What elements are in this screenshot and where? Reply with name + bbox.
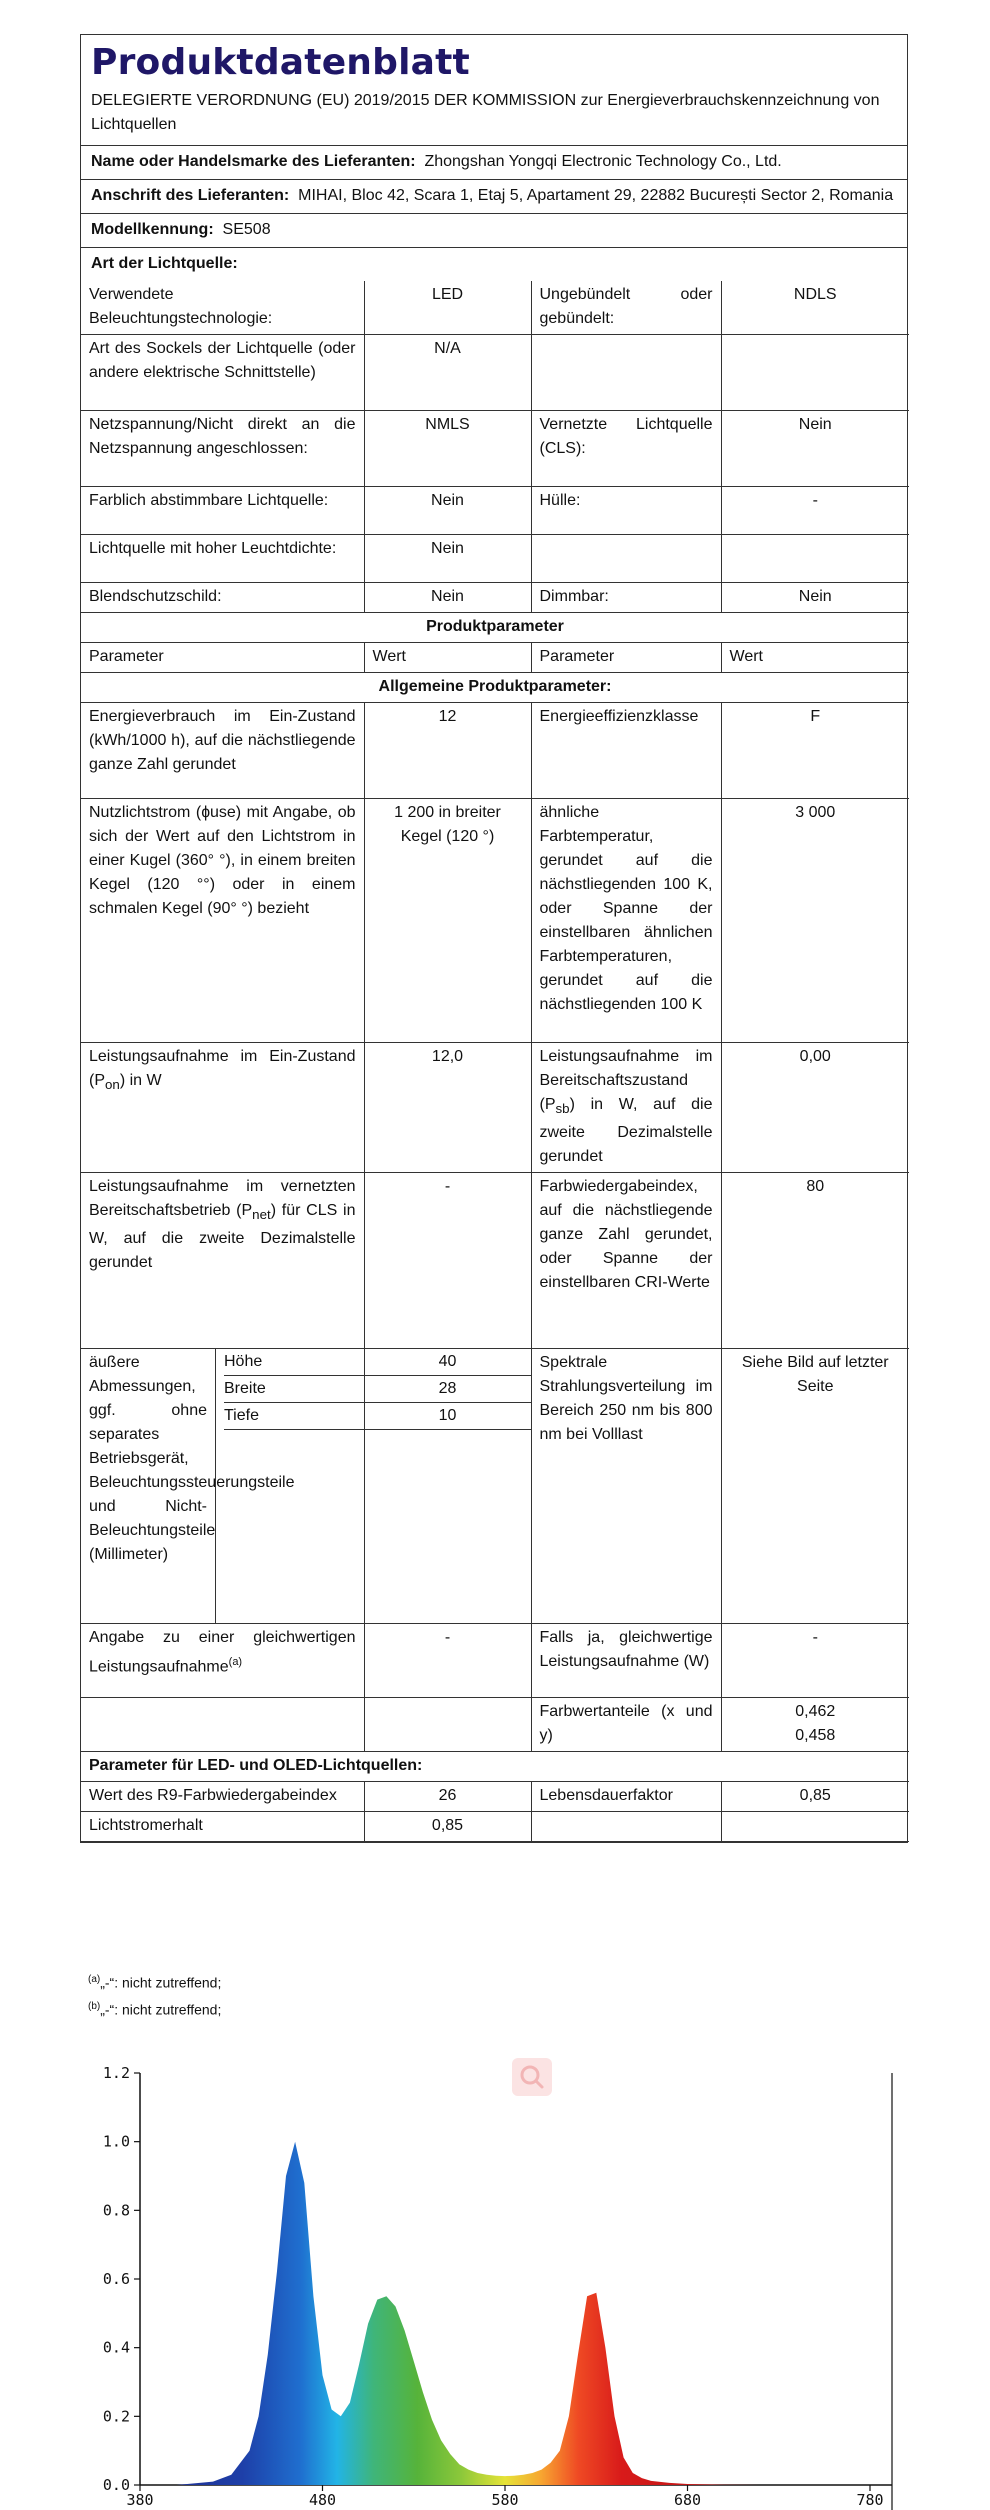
spectrum-area [140,2142,870,2485]
y-tick-label: 0.6 [102,2270,130,2288]
y-tick-label: 0.2 [102,2407,130,2426]
address-value: MIHAI, Bloc 42, Scara 1, Etaj 5, Apartament 29, 22882 București Sector 2, Romania [298,187,894,204]
param-label: Lebensdauerfaktor [531,1782,721,1812]
y-tick-label: 0.4 [102,2338,130,2357]
param-value: LED [364,281,531,335]
table-row [81,1812,909,1842]
pon-label: Leistungsaufnahme im Ein-Zustand $(P_{on})$ in W [81,1043,364,1173]
param-label [531,1812,721,1842]
section-led: Parameter für LED- und OLED-Lichtquellen: [81,1752,909,1782]
footnote-b: $^{(b)}$„-“: nicht zutreffend; [88,2000,222,2018]
x-tick-label: 380 [126,2491,154,2509]
x-tick-label: 480 [308,2491,337,2509]
pon-value: 12,0 [364,1043,531,1173]
param-label: Nutzlichtstrom (ɸuse) mit Angabe, ob sich der Wert auf den Lichtstrom in einer Kugel (360° °), in einem breiten Kegel (120 °°) oder in einem schmalen Kegel (90° °) bezieht [81,799,364,1043]
page-title: Produktdatenblatt [91,42,470,83]
table-row [81,1624,909,1698]
art-row [81,248,907,281]
footnotes [88,1968,221,2021]
param-label: Hülle: [531,487,721,535]
section-allgemeine: Allgemeine Produktparameter: [81,673,909,703]
param-label: Energieeffizienzklasse [531,703,721,799]
y-tick-label: 0.8 [102,2201,130,2220]
cri-value: 80 [721,1173,909,1349]
table-row [81,703,909,799]
y-tick-label: 0.0 [102,2476,130,2494]
param-label: Netzspannung/Nicht direkt an die Netzspannung angeschlossen: [81,411,364,487]
table-row [81,281,909,335]
spektral-label: Spektrale Strahlungsverteilung im Bereich 250 nm bis 800 nm bei Volllast [531,1349,721,1624]
dimension-name: Höhe [224,1349,364,1376]
pnet-label: Leistungsaufnahme im vernetzten Bereitschaftsbetrieb $(P_{net})$ für CLS in W, auf die zweite Dezimalstelle gerundet [81,1173,364,1349]
param-value: Nein [364,535,531,583]
table-row [81,335,909,411]
param-label [531,535,721,583]
header-wert-1: Wert [364,643,531,673]
param-value: 0,85 [364,1812,531,1842]
gleich-question: Falls ja, gleichwertige Leistungsaufnahme (W) [531,1624,721,1698]
y-tick-label: 1.2 [102,2064,130,2082]
param-value: Nein [721,583,909,613]
param-value: F [721,703,909,799]
param-value: NDLS [721,281,909,335]
farbwert-x: 0,462 [795,1703,836,1721]
farbwert-label: Farbwertanteile (x und y) [531,1698,721,1752]
param-label: Blendschutzschild: [81,583,364,613]
param-label [531,335,721,411]
supplier-value: Zhongshan Yongqi Electronic Technology Co., Ltd. [424,153,782,170]
model-value: SE508 [222,221,271,238]
param-label: Ungebündelt oder gebündelt: [531,281,721,335]
param-label: Vernetzte Lichtquelle (CLS): [531,411,721,487]
model-row [81,214,907,248]
dimension-name: Tiefe [224,1403,364,1430]
parameter-table [81,281,909,1842]
param-value: N/A [364,335,531,411]
table-row [81,799,909,1043]
footnote-a: $^{(a)}$„-“: nicht zutreffend; [88,1974,222,1991]
param-value: 12 [364,703,531,799]
header-wert-2: Wert [721,643,909,673]
param-value [721,335,909,411]
psb-value: 0,00 [721,1043,909,1173]
x-tick-label: 580 [491,2491,519,2509]
param-value: 3 000 [721,799,909,1043]
param-value: 1 200 in breiter Kegel (120 °) [364,799,531,1043]
supplier-label: Name oder Handelsmarke des Lieferanten: [91,153,416,170]
gleich-label: Angabe zu einer gleichwertigen Leistungsaufnahme$^{(a)}$ [81,1624,364,1698]
header-parameter-1: Parameter [81,643,364,673]
art-label: Art der Lichtquelle: [91,255,238,272]
psb-label: Leistungsaufnahme im Bereitschaftszustand $(P_{sb})$ in W, auf die zweite Dezimalstelle gerundet [531,1043,721,1173]
table-row [81,1782,909,1812]
param-value [721,1812,909,1842]
param-label: ähnliche Farbtemperatur, gerundet auf die nächstliegenden 100 K, oder Spanne der einstellbaren ähnlichen Farbtemperaturen, gerundet auf die nächstliegenden 100 K [531,799,721,1043]
x-tick-label: 780 [856,2491,884,2509]
supplier-row [81,146,907,180]
param-label: Lichtquelle mit hoher Leuchtdichte: [81,535,364,583]
dimension-value: 28 [365,1376,531,1403]
address-label: Anschrift des Lieferanten: [91,187,290,204]
header-parameter-2: Parameter [531,643,721,673]
param-label: Wert des R9-Farbwiedergabeindex [81,1782,364,1812]
param-label: Farblich abstimmbare Lichtquelle: [81,487,364,535]
spectral-chart [0,2040,990,2510]
dimensions-row [81,1349,909,1624]
gleich-value: - [364,1624,531,1698]
table-row [81,535,909,583]
table-row [81,1698,909,1752]
farbwert-y: 0,458 [795,1727,836,1745]
param-label: Art des Sockels der Lichtquelle (oder andere elektrische Schnittstelle) [81,335,364,411]
cri-label: Farbwiedergabeindex, auf die nächstliegende ganze Zahl gerundet, oder Spanne der einstellbaren CRI-Werte [531,1173,721,1349]
param-value: 0,85 [721,1782,909,1812]
param-value: 26 [364,1782,531,1812]
dims-label: äußere Abmessungen, ggf. ohne separates Betriebsgerät, Beleuchtungssteuerungsteile und Nicht-Beleuchtungsteile (Millimeter) [81,1349,216,1623]
param-value: Nein [364,487,531,535]
gleich-qvalue: - [721,1624,909,1698]
table-row [81,487,909,535]
param-value: - [721,487,909,535]
table-row [81,1043,909,1173]
header-row [81,643,909,673]
sheet-header [81,35,907,146]
chart-ticks [103,2064,884,2509]
table-row [81,583,909,613]
param-value: Nein [721,411,909,487]
param-value: NMLS [364,411,531,487]
param-label: Dimmbar: [531,583,721,613]
product-data-sheet [80,34,908,1843]
y-tick-label: 1.0 [102,2132,130,2151]
pnet-value: - [364,1173,531,1349]
dimension-value: 40 [365,1349,531,1376]
dimension-value: 10 [365,1403,531,1430]
address-row [81,180,907,214]
param-label: Verwendete Beleuchtungstechnologie: [81,281,364,335]
param-label: Lichtstromerhalt [81,1812,364,1842]
spektral-value: Siehe Bild auf letzter Seite [721,1349,909,1624]
x-tick-label: 680 [673,2491,702,2509]
section-produktparameter: Produktparameter [81,613,909,643]
param-label: Energieverbrauch im Ein-Zustand (kWh/1000 h), auf die nächstliegende ganze Zahl gerundet [81,703,364,799]
table-row [81,1173,909,1349]
param-value: Nein [364,583,531,613]
regulation-subtitle: DELEGIERTE VERORDNUNG (EU) 2019/2015 DER KOMMISSION zur Energieverbrauchskennzeichnung von Lichtquellen [91,92,880,133]
param-value [721,535,909,583]
model-label: Modellkennung: [91,221,214,238]
table-row [81,411,909,487]
dimension-name: Breite [224,1376,364,1403]
dims-names [216,1349,364,1623]
